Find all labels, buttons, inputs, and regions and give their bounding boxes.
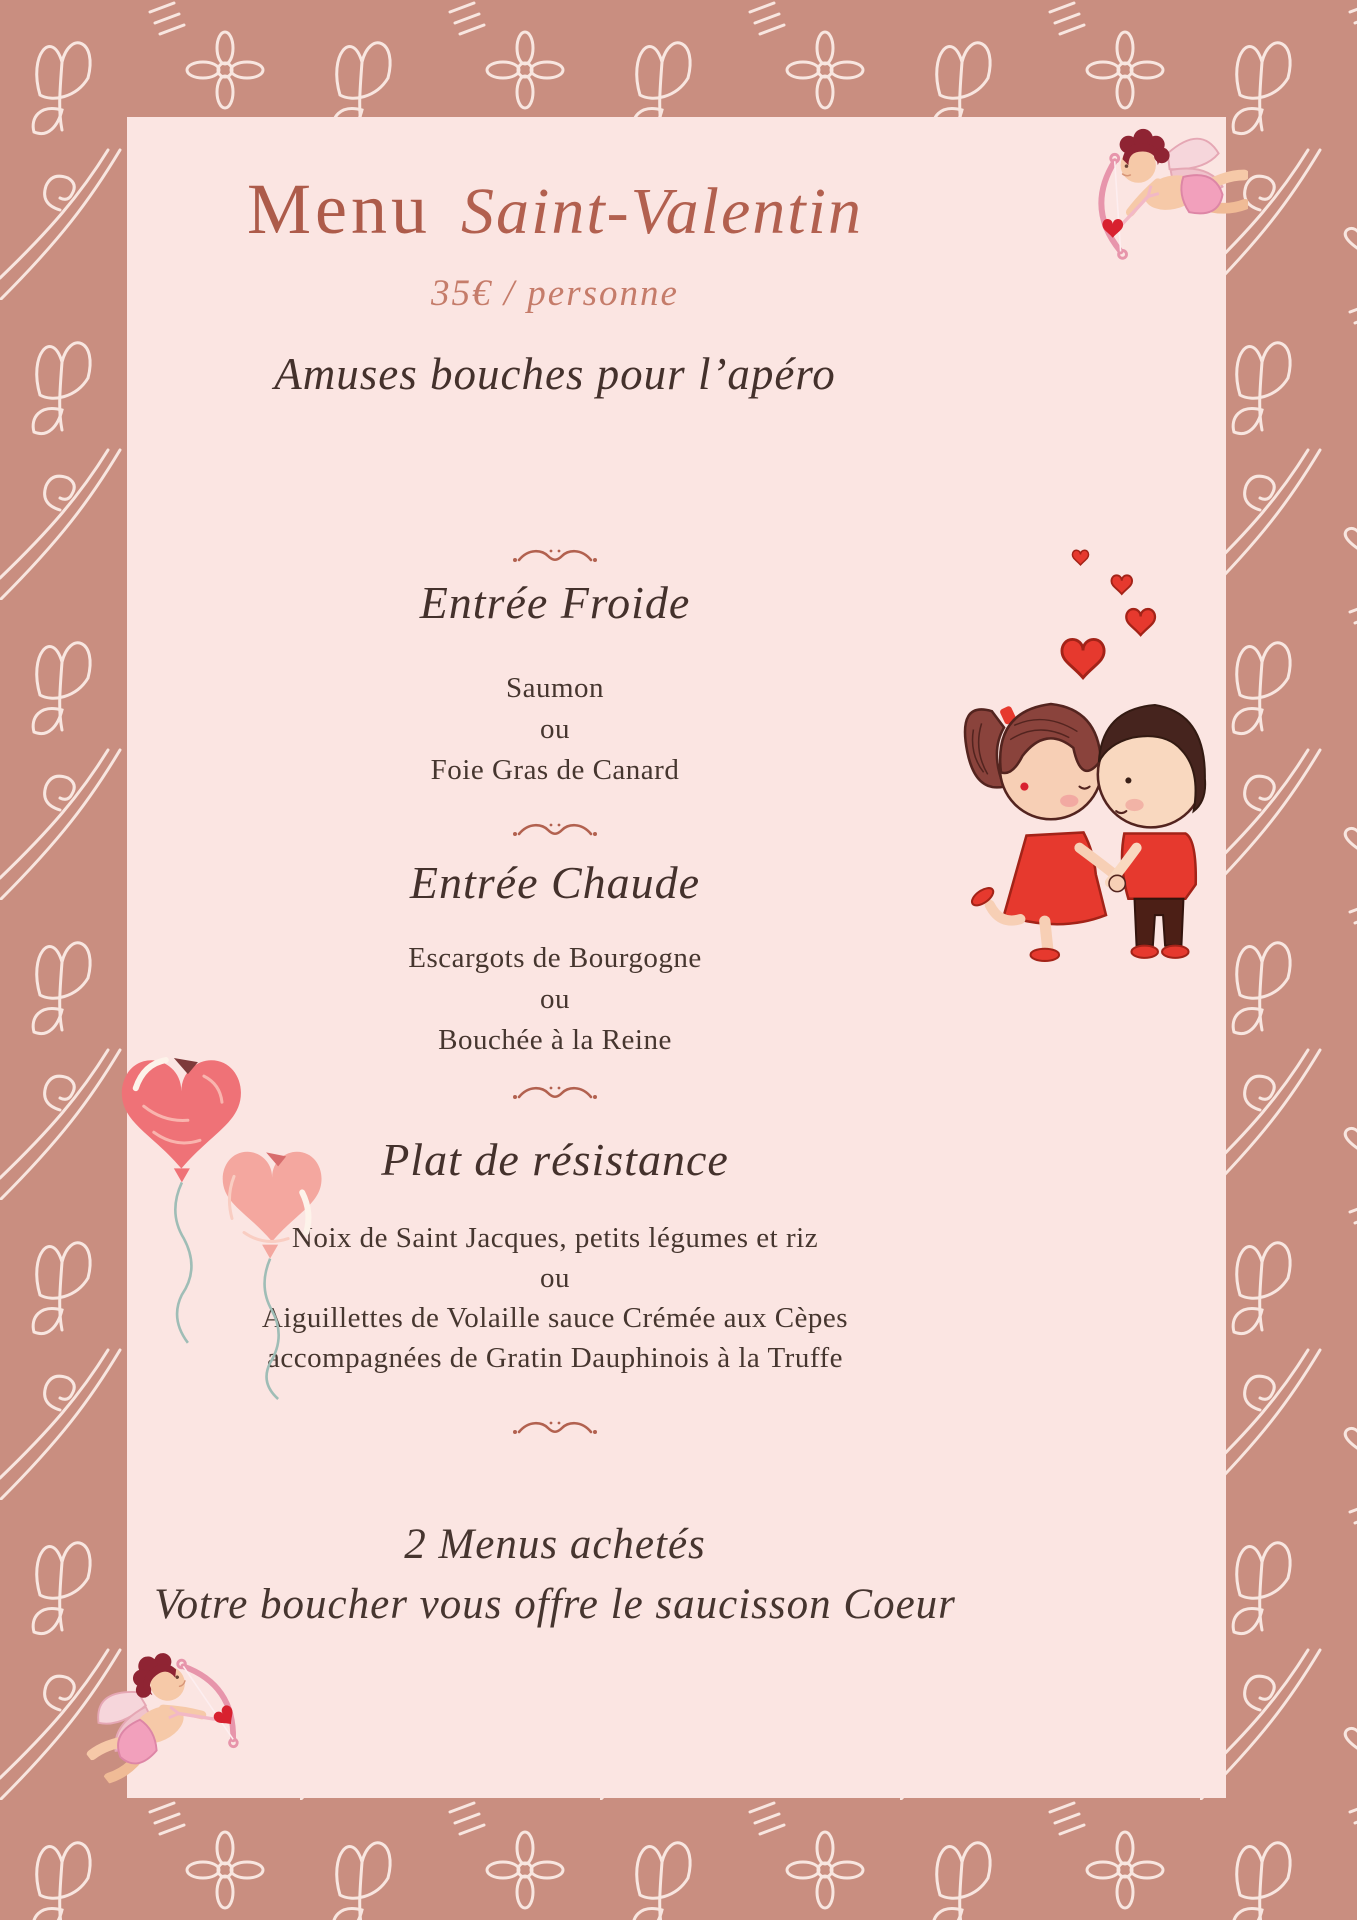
page-title xyxy=(127,168,983,251)
menu-item: Escargots de Bourgogne xyxy=(408,942,702,974)
menu-item: Bouchée à la Reine xyxy=(438,1024,672,1056)
divider-ornament-icon xyxy=(127,544,983,572)
menu-item: Saumon xyxy=(505,672,605,704)
heart-balloons-icon xyxy=(103,1036,355,1402)
cupid-icon xyxy=(1052,114,1248,281)
title-word: Menu xyxy=(247,169,431,249)
or-separator: ou xyxy=(540,1262,570,1294)
offer-line-2: Votre boucher vous offre le saucisson Coeur xyxy=(154,1581,956,1628)
offer-line-1: 2 Menus achetés xyxy=(404,1521,706,1568)
section-heading-plat: Plat de résistance xyxy=(381,1134,729,1185)
intro-line: Amuses bouches pour l’apéro xyxy=(274,349,836,399)
hearts-above xyxy=(1062,550,1155,678)
menu-item: Aiguillettes de Volaille sauce Crémée aux Cèpes xyxy=(261,1302,849,1334)
menu-item: accompagnées de Gratin Dauphinois à la Truffe xyxy=(266,1342,844,1374)
divider-ornament-icon xyxy=(127,818,983,846)
course-options xyxy=(127,668,983,791)
price-per-person: 35€ / personne xyxy=(431,273,679,314)
menu-item: Foie Gras de Canard xyxy=(430,754,680,786)
kissing-couple-icon xyxy=(928,546,1235,964)
or-separator: ou xyxy=(540,713,570,745)
title-script: Saint-Valentin xyxy=(461,175,863,248)
or-separator: ou xyxy=(540,983,570,1015)
divider-ornament-icon xyxy=(127,1416,983,1444)
menu-item: Noix de Saint Jacques, petits légumes et riz xyxy=(291,1222,819,1254)
section-heading-entree-chaude: Entrée Chaude xyxy=(409,857,701,908)
section-heading-entree-froide: Entrée Froide xyxy=(419,577,691,628)
